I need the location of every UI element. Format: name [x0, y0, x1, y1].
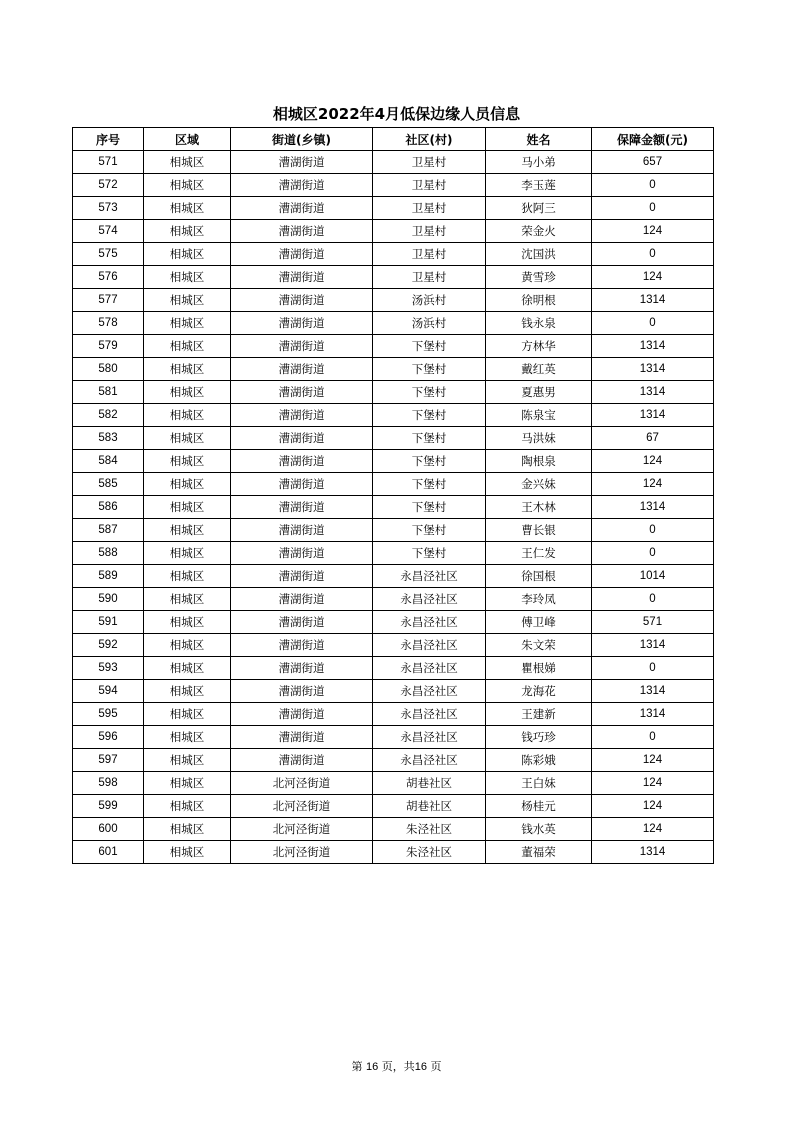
cell-community: 下堡村 — [373, 358, 486, 381]
table-row — [73, 289, 714, 312]
cell-amount: 124 — [592, 266, 714, 289]
cell-street: 漕湖街道 — [231, 657, 373, 680]
cell-community: 卫星村 — [373, 174, 486, 197]
table-row — [73, 772, 714, 795]
cell-name: 陈泉宝 — [486, 404, 592, 427]
table-row — [73, 565, 714, 588]
cell-community: 朱泾社区 — [373, 818, 486, 841]
footer-suffix: 页 — [430, 1060, 442, 1073]
cell-street: 漕湖街道 — [231, 542, 373, 565]
cell-name: 马洪妹 — [486, 427, 592, 450]
footer-middle: 页，共 — [381, 1060, 415, 1073]
cell-amount: 67 — [592, 427, 714, 450]
cell-amount: 1314 — [592, 381, 714, 404]
table-row — [73, 519, 714, 542]
header-name: 姓名 — [486, 128, 592, 151]
cell-community: 下堡村 — [373, 542, 486, 565]
cell-amount: 1314 — [592, 289, 714, 312]
cell-street: 北河泾街道 — [231, 841, 373, 864]
cell-name: 杨桂元 — [486, 795, 592, 818]
table-row — [73, 611, 714, 634]
cell-community: 下堡村 — [373, 450, 486, 473]
cell-index: 585 — [73, 473, 144, 496]
cell-name: 狄阿三 — [486, 197, 592, 220]
cell-index: 588 — [73, 542, 144, 565]
cell-name: 傅卫峰 — [486, 611, 592, 634]
cell-name: 朱文荣 — [486, 634, 592, 657]
cell-district: 相城区 — [144, 381, 231, 404]
cell-community: 下堡村 — [373, 335, 486, 358]
cell-index: 600 — [73, 818, 144, 841]
cell-amount: 0 — [592, 519, 714, 542]
cell-name: 王仁发 — [486, 542, 592, 565]
cell-street: 漕湖街道 — [231, 473, 373, 496]
table-row — [73, 197, 714, 220]
cell-index: 578 — [73, 312, 144, 335]
cell-community: 永昌泾社区 — [373, 634, 486, 657]
cell-community: 卫星村 — [373, 220, 486, 243]
cell-index: 597 — [73, 749, 144, 772]
cell-name: 钱水英 — [486, 818, 592, 841]
cell-street: 漕湖街道 — [231, 243, 373, 266]
table-row — [73, 496, 714, 519]
cell-name: 瞿根娣 — [486, 657, 592, 680]
cell-index: 595 — [73, 703, 144, 726]
cell-street: 漕湖街道 — [231, 726, 373, 749]
cell-amount: 571 — [592, 611, 714, 634]
table-body — [73, 151, 714, 864]
cell-street: 漕湖街道 — [231, 266, 373, 289]
cell-district: 相城区 — [144, 565, 231, 588]
cell-name: 曹长银 — [486, 519, 592, 542]
cell-community: 下堡村 — [373, 519, 486, 542]
cell-district: 相城区 — [144, 266, 231, 289]
cell-community: 胡巷社区 — [373, 795, 486, 818]
cell-street: 漕湖街道 — [231, 197, 373, 220]
cell-name: 王白妹 — [486, 772, 592, 795]
cell-community: 汤浜村 — [373, 289, 486, 312]
cell-amount: 0 — [592, 726, 714, 749]
cell-street: 漕湖街道 — [231, 611, 373, 634]
cell-street: 漕湖街道 — [231, 450, 373, 473]
table-row — [73, 795, 714, 818]
cell-amount: 0 — [592, 174, 714, 197]
table-row — [73, 266, 714, 289]
cell-name: 钱巧珍 — [486, 726, 592, 749]
cell-community: 卫星村 — [373, 151, 486, 174]
cell-district: 相城区 — [144, 151, 231, 174]
cell-community: 卫星村 — [373, 243, 486, 266]
table-row — [73, 174, 714, 197]
cell-community: 下堡村 — [373, 404, 486, 427]
cell-district: 相城区 — [144, 220, 231, 243]
cell-street: 漕湖街道 — [231, 174, 373, 197]
header-community: 社区(村) — [373, 128, 486, 151]
cell-name: 沈国洪 — [486, 243, 592, 266]
cell-street: 漕湖街道 — [231, 358, 373, 381]
cell-community: 永昌泾社区 — [373, 680, 486, 703]
table-row — [73, 381, 714, 404]
table-row — [73, 151, 714, 174]
cell-index: 571 — [73, 151, 144, 174]
cell-street: 漕湖街道 — [231, 312, 373, 335]
footer-prefix: 第 — [351, 1060, 363, 1073]
cell-name: 李玲凤 — [486, 588, 592, 611]
page-footer — [0, 1058, 793, 1074]
table-row — [73, 312, 714, 335]
cell-index: 599 — [73, 795, 144, 818]
cell-district: 相城区 — [144, 657, 231, 680]
cell-community: 下堡村 — [373, 381, 486, 404]
cell-amount: 124 — [592, 795, 714, 818]
cell-name: 戴红英 — [486, 358, 592, 381]
cell-index: 589 — [73, 565, 144, 588]
cell-index: 601 — [73, 841, 144, 864]
cell-name: 龙海花 — [486, 680, 592, 703]
cell-community: 下堡村 — [373, 473, 486, 496]
footer-total-pages: 16 — [414, 1061, 427, 1073]
cell-name: 黄雪珍 — [486, 266, 592, 289]
cell-street: 北河泾街道 — [231, 795, 373, 818]
cell-street: 漕湖街道 — [231, 220, 373, 243]
header-district: 区域 — [144, 128, 231, 151]
cell-name: 徐国根 — [486, 565, 592, 588]
cell-name: 李玉莲 — [486, 174, 592, 197]
cell-index: 573 — [73, 197, 144, 220]
cell-district: 相城区 — [144, 588, 231, 611]
table-row — [73, 703, 714, 726]
table-row — [73, 657, 714, 680]
cell-community: 汤浜村 — [373, 312, 486, 335]
cell-index: 580 — [73, 358, 144, 381]
cell-street: 漕湖街道 — [231, 289, 373, 312]
cell-name: 董福荣 — [486, 841, 592, 864]
cell-name: 荣金火 — [486, 220, 592, 243]
cell-district: 相城区 — [144, 427, 231, 450]
table-row — [73, 427, 714, 450]
cell-district: 相城区 — [144, 680, 231, 703]
cell-street: 漕湖街道 — [231, 496, 373, 519]
cell-index: 581 — [73, 381, 144, 404]
cell-amount: 1314 — [592, 841, 714, 864]
cell-community: 胡巷社区 — [373, 772, 486, 795]
cell-community: 卫星村 — [373, 266, 486, 289]
table-row — [73, 220, 714, 243]
table-row — [73, 588, 714, 611]
table-row — [73, 335, 714, 358]
cell-street: 漕湖街道 — [231, 565, 373, 588]
cell-amount: 0 — [592, 588, 714, 611]
cell-amount: 0 — [592, 243, 714, 266]
cell-amount: 1314 — [592, 335, 714, 358]
cell-district: 相城区 — [144, 818, 231, 841]
cell-district: 相城区 — [144, 611, 231, 634]
cell-community: 下堡村 — [373, 427, 486, 450]
table-row — [73, 749, 714, 772]
cell-street: 漕湖街道 — [231, 519, 373, 542]
cell-district: 相城区 — [144, 519, 231, 542]
cell-street: 漕湖街道 — [231, 335, 373, 358]
cell-district: 相城区 — [144, 772, 231, 795]
cell-street: 漕湖街道 — [231, 151, 373, 174]
cell-amount: 124 — [592, 749, 714, 772]
cell-index: 579 — [73, 335, 144, 358]
cell-amount: 0 — [592, 657, 714, 680]
cell-amount: 124 — [592, 450, 714, 473]
cell-name: 方林华 — [486, 335, 592, 358]
footer-page-number: 16 — [366, 1061, 379, 1073]
cell-amount: 0 — [592, 312, 714, 335]
cell-street: 漕湖街道 — [231, 404, 373, 427]
header-street: 街道(乡镇) — [231, 128, 373, 151]
cell-name: 陈彩娥 — [486, 749, 592, 772]
cell-index: 592 — [73, 634, 144, 657]
cell-district: 相城区 — [144, 312, 231, 335]
cell-community: 永昌泾社区 — [373, 703, 486, 726]
cell-amount: 1314 — [592, 496, 714, 519]
cell-district: 相城区 — [144, 335, 231, 358]
cell-amount: 657 — [592, 151, 714, 174]
cell-district: 相城区 — [144, 358, 231, 381]
cell-community: 永昌泾社区 — [373, 749, 486, 772]
cell-index: 593 — [73, 657, 144, 680]
cell-index: 590 — [73, 588, 144, 611]
cell-name: 金兴妹 — [486, 473, 592, 496]
cell-amount: 0 — [592, 542, 714, 565]
table-row — [73, 542, 714, 565]
cell-district: 相城区 — [144, 795, 231, 818]
cell-district: 相城区 — [144, 289, 231, 312]
cell-index: 577 — [73, 289, 144, 312]
cell-amount: 1014 — [592, 565, 714, 588]
table-row — [73, 358, 714, 381]
cell-amount: 124 — [592, 772, 714, 795]
cell-name: 夏惠男 — [486, 381, 592, 404]
table-header-row — [73, 128, 714, 151]
cell-community: 永昌泾社区 — [373, 588, 486, 611]
cell-amount: 0 — [592, 197, 714, 220]
table-row — [73, 726, 714, 749]
cell-district: 相城区 — [144, 404, 231, 427]
cell-amount: 1314 — [592, 634, 714, 657]
cell-amount: 1314 — [592, 703, 714, 726]
cell-amount: 1314 — [592, 358, 714, 381]
cell-district: 相城区 — [144, 726, 231, 749]
cell-district: 相城区 — [144, 174, 231, 197]
cell-name: 钱永泉 — [486, 312, 592, 335]
cell-street: 北河泾街道 — [231, 772, 373, 795]
cell-street: 北河泾街道 — [231, 818, 373, 841]
cell-index: 591 — [73, 611, 144, 634]
cell-district: 相城区 — [144, 542, 231, 565]
cell-index: 583 — [73, 427, 144, 450]
cell-name: 徐明根 — [486, 289, 592, 312]
cell-amount: 124 — [592, 818, 714, 841]
cell-district: 相城区 — [144, 243, 231, 266]
cell-street: 漕湖街道 — [231, 634, 373, 657]
cell-index: 576 — [73, 266, 144, 289]
cell-district: 相城区 — [144, 496, 231, 519]
cell-index: 574 — [73, 220, 144, 243]
cell-amount: 1314 — [592, 680, 714, 703]
cell-amount: 124 — [592, 220, 714, 243]
cell-street: 漕湖街道 — [231, 680, 373, 703]
cell-district: 相城区 — [144, 450, 231, 473]
cell-community: 永昌泾社区 — [373, 726, 486, 749]
page-title: 相城区2022年4月低保边缘人员信息 — [272, 105, 521, 123]
table-row — [73, 634, 714, 657]
cell-street: 漕湖街道 — [231, 588, 373, 611]
cell-name: 马小弟 — [486, 151, 592, 174]
cell-name: 陶根泉 — [486, 450, 592, 473]
header-amount: 保障金额(元) — [592, 128, 714, 151]
cell-index: 572 — [73, 174, 144, 197]
cell-index: 586 — [73, 496, 144, 519]
table-row — [73, 841, 714, 864]
cell-district: 相城区 — [144, 749, 231, 772]
cell-community: 永昌泾社区 — [373, 657, 486, 680]
cell-name: 王建新 — [486, 703, 592, 726]
data-table — [72, 127, 714, 864]
cell-index: 598 — [73, 772, 144, 795]
table-row — [73, 680, 714, 703]
header-index: 序号 — [73, 128, 144, 151]
table-row — [73, 450, 714, 473]
cell-district: 相城区 — [144, 703, 231, 726]
cell-community: 下堡村 — [373, 496, 486, 519]
table-row — [73, 404, 714, 427]
cell-community: 永昌泾社区 — [373, 611, 486, 634]
cell-index: 596 — [73, 726, 144, 749]
table-row — [73, 473, 714, 496]
cell-street: 漕湖街道 — [231, 427, 373, 450]
table-row — [73, 818, 714, 841]
cell-index: 587 — [73, 519, 144, 542]
cell-district: 相城区 — [144, 841, 231, 864]
cell-community: 永昌泾社区 — [373, 565, 486, 588]
cell-amount: 124 — [592, 473, 714, 496]
cell-index: 584 — [73, 450, 144, 473]
cell-index: 594 — [73, 680, 144, 703]
cell-district: 相城区 — [144, 634, 231, 657]
cell-index: 582 — [73, 404, 144, 427]
cell-amount: 1314 — [592, 404, 714, 427]
cell-district: 相城区 — [144, 473, 231, 496]
cell-street: 漕湖街道 — [231, 703, 373, 726]
table-row — [73, 243, 714, 266]
cell-district: 相城区 — [144, 197, 231, 220]
cell-community: 卫星村 — [373, 197, 486, 220]
cell-index: 575 — [73, 243, 144, 266]
cell-community: 朱泾社区 — [373, 841, 486, 864]
cell-street: 漕湖街道 — [231, 381, 373, 404]
cell-name: 王木林 — [486, 496, 592, 519]
cell-street: 漕湖街道 — [231, 749, 373, 772]
